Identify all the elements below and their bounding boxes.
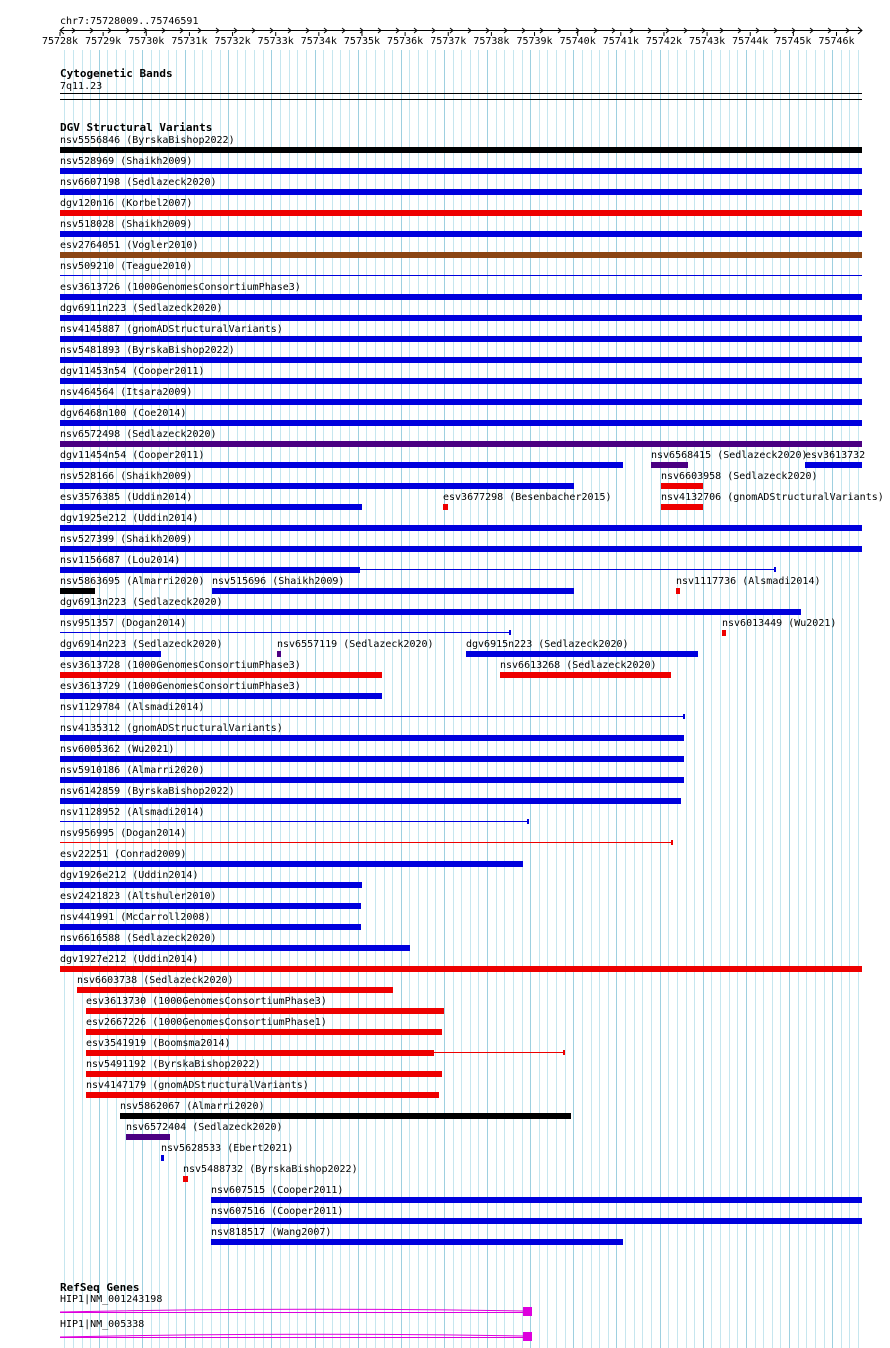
dgv-feature-label[interactable]: esv3613728 (1000GenomesConsortiumPhase3): [60, 660, 301, 671]
ruler-tick-label: 75741k: [602, 36, 639, 47]
refseq-gene-model[interactable]: [0, 1330, 890, 1344]
dgv-feature-bar[interactable]: [211, 1239, 623, 1245]
dgv-feature-bar[interactable]: [60, 525, 862, 531]
dgv-feature-bar[interactable]: [211, 1197, 862, 1203]
ruler-tick-label: 75746k: [818, 36, 855, 47]
dgv-feature-bar[interactable]: [60, 420, 862, 426]
dgv-feature-label[interactable]: nsv6568415 (Sedlazeck2020): [651, 450, 808, 461]
dgv-feature-bar[interactable]: [60, 945, 410, 951]
dgv-feature-end-mark: [671, 840, 673, 845]
dgv-feature-label[interactable]: nsv6572404 (Sedlazeck2020): [126, 1122, 283, 1133]
dgv-feature-label[interactable]: nsv464564 (Itsara2009): [60, 387, 193, 398]
dgv-feature-label[interactable]: dgv6914n223 (Sedlazeck2020): [60, 639, 223, 650]
refseq-track-title: RefSeq Genes: [60, 1281, 140, 1294]
refseq-exon: [523, 1307, 532, 1316]
cytoband-line-bottom: [60, 99, 862, 100]
dgv-feature-bar[interactable]: [60, 882, 362, 888]
dgv-feature-bar[interactable]: [60, 756, 684, 762]
dgv-feature-label[interactable]: dgv1925e212 (Uddin2014): [60, 513, 199, 524]
ruler-tick-label: 75743k: [689, 36, 726, 47]
dgv-feature-label[interactable]: dgv11454n54 (Cooper2011): [60, 450, 205, 461]
dgv-feature-bar[interactable]: [60, 546, 862, 552]
dgv-feature-label[interactable]: nsv1117736 (Alsmadi2014): [676, 576, 821, 587]
dgv-feature-bar[interactable]: [722, 630, 726, 636]
ruler-tick-label: 75742k: [645, 36, 683, 47]
dgv-feature-bar[interactable]: [60, 315, 862, 321]
ruler-tick-label: 75744k: [732, 36, 769, 47]
dgv-feature-label[interactable]: esv3613729 (1000GenomesConsortiumPhase3): [60, 681, 301, 692]
dgv-feature-bar[interactable]: [60, 189, 862, 195]
dgv-feature-bar[interactable]: [86, 1092, 439, 1098]
dgv-feature-bar[interactable]: [60, 861, 523, 867]
dgv-feature-label[interactable]: dgv6915n223 (Sedlazeck2020): [466, 639, 629, 650]
dgv-feature-bar[interactable]: [60, 651, 161, 657]
dgv-feature-label[interactable]: nsv607516 (Cooper2011): [211, 1206, 344, 1217]
ruler[interactable]: [0, 24, 890, 48]
dgv-feature-bar[interactable]: [60, 252, 862, 258]
dgv-feature-label[interactable]: nsv1156687 (Lou2014): [60, 555, 181, 566]
dgv-feature-label[interactable]: nsv6616588 (Sedlazeck2020): [60, 933, 217, 944]
dgv-feature-bar[interactable]: [183, 1176, 188, 1182]
dgv-feature-label[interactable]: esv3677298 (Besenbacher2015): [443, 492, 612, 503]
dgv-feature-label[interactable]: nsv5862067 (Almarri2020): [120, 1101, 265, 1112]
dgv-feature-bar[interactable]: [60, 147, 862, 153]
refseq-gene-model[interactable]: [0, 1305, 890, 1319]
dgv-track-title: DGV Structural Variants: [60, 121, 213, 134]
dgv-feature-label[interactable]: nsv4147179 (gnomADStructuralVariants): [86, 1080, 309, 1091]
dgv-feature-label[interactable]: nsv528969 (Shaikh2009): [60, 156, 193, 167]
dgv-feature-label[interactable]: nsv528166 (Shaikh2009): [60, 471, 193, 482]
dgv-feature-label[interactable]: nsv6005362 (Wu2021): [60, 744, 175, 755]
dgv-feature-label[interactable]: nsv5910186 (Almarri2020): [60, 765, 205, 776]
dgv-feature-bar[interactable]: [60, 588, 95, 594]
dgv-feature-end-mark: [563, 1050, 565, 1055]
dgv-feature-label[interactable]: nsv818517 (Wang2007): [211, 1227, 332, 1238]
position-label: chr7:75728009..75746591: [60, 16, 199, 27]
dgv-feature-bar[interactable]: [120, 1113, 571, 1119]
dgv-feature-label[interactable]: dgv6911n223 (Sedlazeck2020): [60, 303, 223, 314]
dgv-feature-bar[interactable]: [60, 504, 362, 510]
dgv-feature-label[interactable]: nsv515696 (Shaikh2009): [212, 576, 345, 587]
dgv-feature-extension[interactable]: [434, 1052, 564, 1053]
dgv-feature-bar[interactable]: [60, 924, 361, 930]
dgv-feature-label[interactable]: esv3576385 (Uddin2014): [60, 492, 193, 503]
dgv-feature-label[interactable]: esv22251 (Conrad2009): [60, 849, 187, 860]
cytoband-track-title: Cytogenetic Bands: [60, 67, 173, 80]
refseq-exon: [523, 1332, 532, 1341]
dgv-feature-label[interactable]: nsv5491192 (ByrskaBishop2022): [86, 1059, 261, 1070]
ruler-tick-label: 75733k: [257, 36, 294, 47]
dgv-feature-bar[interactable]: [212, 588, 574, 594]
dgv-feature-label[interactable]: nsv6572498 (Sedlazeck2020): [60, 429, 217, 440]
dgv-feature-end-mark: [683, 714, 685, 719]
dgv-feature-bar[interactable]: [86, 1029, 442, 1035]
refseq-intron-line: [60, 1334, 523, 1337]
dgv-feature-label[interactable]: nsv5863695 (Almarri2020): [60, 576, 205, 587]
dgv-feature-label[interactable]: nsv5481893 (ByrskaBishop2022): [60, 345, 235, 356]
dgv-feature-bar[interactable]: [161, 1155, 164, 1161]
ruler-tick-label: 75731k: [171, 36, 208, 47]
dgv-feature-bar[interactable]: [466, 651, 698, 657]
cytoband-label: 7q11.23: [60, 81, 103, 92]
dgv-feature-label[interactable]: dgv11453n54 (Cooper2011): [60, 366, 205, 377]
dgv-feature-end-mark: [527, 819, 529, 824]
dgv-feature-bar[interactable]: [60, 821, 528, 822]
ruler-tick-label: 75728k: [41, 36, 79, 47]
dgv-feature-label[interactable]: nsv527399 (Shaikh2009): [60, 534, 193, 545]
dgv-feature-bar[interactable]: [60, 777, 684, 783]
dgv-feature-label[interactable]: nsv5556846 (ByrskaBishop2022): [60, 135, 235, 146]
ruler-tick-label: 75730k: [128, 36, 165, 47]
dgv-feature-bar[interactable]: [805, 462, 862, 468]
dgv-feature-bar[interactable]: [60, 567, 360, 573]
dgv-feature-bar[interactable]: [86, 1050, 434, 1056]
dgv-feature-label[interactable]: nsv1128952 (Alsmadi2014): [60, 807, 205, 818]
dgv-feature-bar[interactable]: [60, 275, 862, 276]
dgv-feature-label[interactable]: nsv4145887 (gnomADStructuralVariants): [60, 324, 283, 335]
ruler-tick-label: 75734k: [300, 36, 337, 47]
dgv-feature-bar[interactable]: [661, 504, 703, 510]
ruler-tick-label: 75745k: [775, 36, 812, 47]
dgv-feature-label[interactable]: nsv951357 (Dogan2014): [60, 618, 187, 629]
dgv-feature-bar[interactable]: [60, 632, 510, 633]
dgv-feature-label[interactable]: nsv6013449 (Wu2021): [722, 618, 837, 629]
refseq-intron-line: [60, 1309, 523, 1312]
dgv-feature-bar[interactable]: [60, 966, 862, 972]
dgv-feature-label[interactable]: nsv6557119 (Sedlazeck2020): [277, 639, 434, 650]
dgv-feature-bar[interactable]: [60, 483, 574, 489]
dgv-feature-bar[interactable]: [77, 987, 393, 993]
dgv-feature-bar[interactable]: [60, 210, 862, 216]
dgv-feature-bar[interactable]: [60, 798, 681, 804]
dgv-feature-extension[interactable]: [360, 569, 775, 570]
dgv-feature-label[interactable]: nsv6603738 (Sedlazeck2020): [77, 975, 234, 986]
dgv-feature-label[interactable]: nsv6613268 (Sedlazeck2020): [500, 660, 657, 671]
dgv-feature-bar[interactable]: [60, 462, 623, 468]
dgv-feature-label[interactable]: nsv607515 (Cooper2011): [211, 1185, 344, 1196]
dgv-feature-label[interactable]: esv2764051 (Vogler2010): [60, 240, 199, 251]
dgv-feature-label[interactable]: dgv1926e212 (Uddin2014): [60, 870, 199, 881]
dgv-feature-bar[interactable]: [500, 672, 671, 678]
dgv-feature-bar[interactable]: [60, 441, 862, 447]
refseq-gene-label[interactable]: HIP1|NM_001243198: [60, 1294, 163, 1305]
dgv-feature-bar[interactable]: [60, 399, 862, 405]
ruler-tick-label: 75735k: [343, 36, 381, 47]
dgv-feature-bar[interactable]: [60, 609, 801, 615]
dgv-feature-label[interactable]: nsv509210 (Teague2010): [60, 261, 193, 272]
dgv-feature-bar[interactable]: [60, 378, 862, 384]
dgv-feature-bar[interactable]: [60, 336, 862, 342]
dgv-feature-label[interactable]: nsv518028 (Shaikh2009): [60, 219, 193, 230]
dgv-feature-label[interactable]: esv3541919 (Boomsma2014): [86, 1038, 231, 1049]
dgv-feature-label[interactable]: nsv6607198 (Sedlazeck2020): [60, 177, 217, 188]
dgv-feature-label[interactable]: esv3613726 (1000GenomesConsortiumPhase3): [60, 282, 301, 293]
dgv-feature-label[interactable]: dgv120n16 (Korbel2007): [60, 198, 193, 209]
dgv-feature-label[interactable]: nsv6142859 (ByrskaBishop2022): [60, 786, 235, 797]
ruler-tick-label: 75732k: [214, 36, 251, 47]
dgv-feature-bar[interactable]: [661, 483, 703, 489]
dgv-feature-end-mark: [509, 630, 511, 635]
refseq-gene-label[interactable]: HIP1|NM_005338: [60, 1319, 145, 1330]
ruler-tick-label: 75736k: [387, 36, 424, 47]
dgv-feature-bar[interactable]: [60, 842, 672, 843]
dgv-feature-bar[interactable]: [126, 1134, 170, 1140]
dgv-feature-label[interactable]: nsv4135312 (gnomADStructuralVariants): [60, 723, 283, 734]
dgv-feature-label[interactable]: esv3613730 (1000GenomesConsortiumPhase3): [86, 996, 327, 1007]
dgv-feature-bar[interactable]: [60, 168, 862, 174]
dgv-feature-label[interactable]: esv3613732: [805, 450, 866, 461]
ruler-tick-label: 75737k: [430, 36, 467, 47]
ruler-tick-label: 75738k: [473, 36, 510, 47]
dgv-feature-bar[interactable]: [60, 672, 382, 678]
dgv-feature-bar[interactable]: [443, 504, 448, 510]
dgv-feature-bar[interactable]: [60, 735, 684, 741]
dgv-feature-label[interactable]: esv2421823 (Altshuler2010): [60, 891, 217, 902]
ruler-tick-label: 75729k: [85, 36, 122, 47]
dgv-feature-label[interactable]: nsv5628533 (Ebert2021): [161, 1143, 294, 1154]
dgv-feature-bar[interactable]: [676, 588, 680, 594]
dgv-feature-label[interactable]: nsv5488732 (ByrskaBishop2022): [183, 1164, 358, 1175]
dgv-feature-label[interactable]: nsv1129784 (Alsmadi2014): [60, 702, 205, 713]
dgv-feature-label[interactable]: nsv956995 (Dogan2014): [60, 828, 187, 839]
cytoband-line-top: [60, 93, 862, 94]
dgv-feature-label[interactable]: nsv4132706 (gnomADStructuralVariants): [661, 492, 884, 503]
ruler-tick-label: 75740k: [559, 36, 596, 47]
dgv-feature-bar[interactable]: [277, 651, 281, 657]
dgv-feature-bar[interactable]: [60, 231, 862, 237]
dgv-feature-end-mark: [774, 567, 776, 572]
ruler-tick-label: 75739k: [516, 36, 553, 47]
dgv-feature-bar[interactable]: [86, 1071, 442, 1077]
dgv-feature-label[interactable]: dgv6468n100 (Coe2014): [60, 408, 187, 419]
dgv-feature-bar[interactable]: [60, 357, 862, 363]
dgv-feature-label[interactable]: esv2667226 (1000GenomesConsortiumPhase1): [86, 1017, 327, 1028]
dgv-feature-label[interactable]: nsv6603958 (Sedlazeck2020): [661, 471, 818, 482]
dgv-feature-bar[interactable]: [211, 1218, 862, 1224]
dgv-feature-bar[interactable]: [60, 903, 361, 909]
dgv-feature-label[interactable]: dgv1927e212 (Uddin2014): [60, 954, 199, 965]
dgv-feature-bar[interactable]: [60, 693, 382, 699]
dgv-feature-bar[interactable]: [651, 462, 688, 468]
dgv-feature-bar[interactable]: [60, 294, 862, 300]
dgv-feature-label[interactable]: dgv6913n223 (Sedlazeck2020): [60, 597, 223, 608]
dgv-feature-bar[interactable]: [86, 1008, 444, 1014]
dgv-feature-bar[interactable]: [60, 716, 684, 717]
dgv-feature-label[interactable]: nsv441991 (McCarroll2008): [60, 912, 211, 923]
